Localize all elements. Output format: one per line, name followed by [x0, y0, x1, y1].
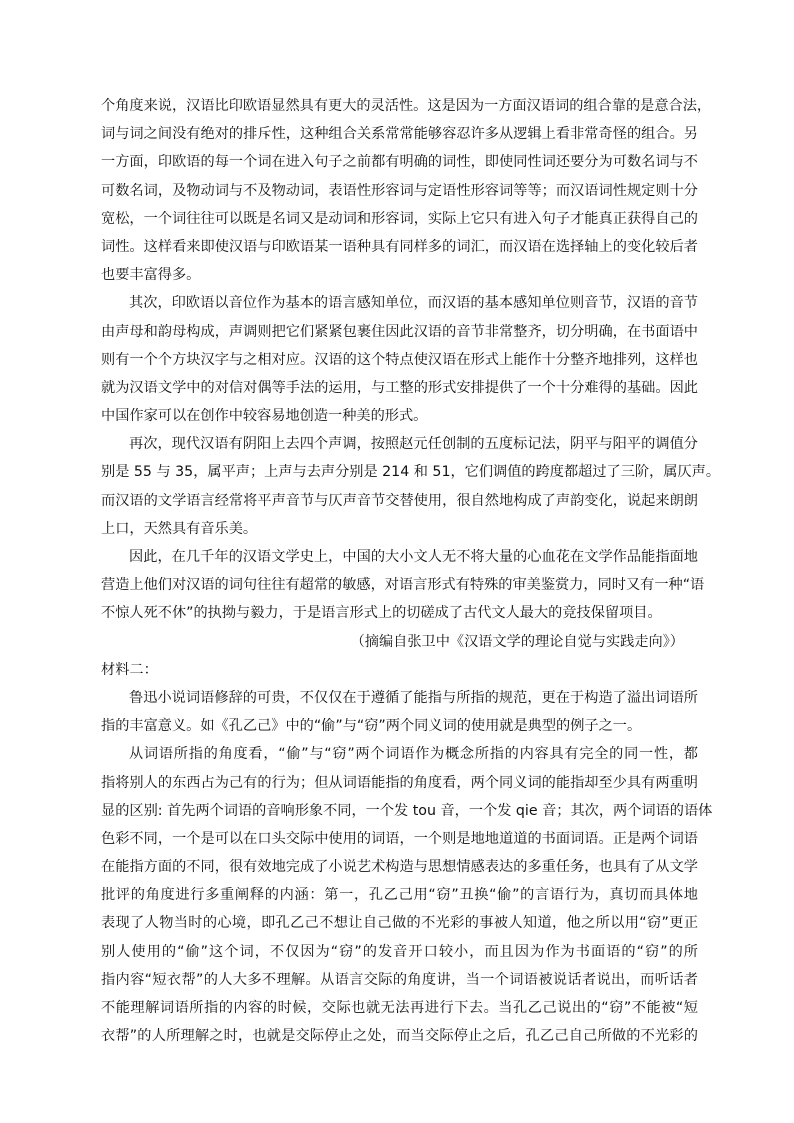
material2-para1 [101, 684, 698, 740]
text-line: 营造上他们对汉语的词句往往有超常的敏感，对语言形式有特殊的审美鉴赏力，同时又有一种“语 [101, 577, 705, 594]
source-citation: （摘编自张卫中《汉语文学的理论自觉与实践走向》） [350, 633, 684, 650]
text-line: 词与词之间没有绝对的排斥性，这种组合关系常常能够容忍许多从逻辑上看非常奇怪的组合。另 [101, 126, 698, 143]
text-line: 一方面，印欧语的每一个词在进入句子之前都有明确的词性，即使同性词还要分为可数名词与不 [101, 154, 698, 171]
material2-heading: 材料二： [101, 661, 158, 678]
text-line: 表现了人物当时的心境，即孔乙己不想让自己做的不光彩的事被人知道，他之所以用“窃”更正 [101, 915, 699, 932]
text-line: 宽松，一个词往往可以既是名词又是动词和形容词，实际上它只有进入句子才能真正获得自己的 [101, 210, 698, 227]
text-line: 也要丰富得多。 [101, 267, 201, 284]
text-line: 从词语所指的角度看，“偷”与“窃”两个词语作为概念所指的内容具有完全的同一性，都 [129, 746, 698, 763]
text-line: 而汉语的文学语言经常将平声音节与仄声音节交替使用，很自然地构成了声韵变化，说起来朗朗 [101, 492, 698, 509]
text-line: 词性。这样看来即使汉语与印欧语某一语种具有同样多的词汇，而汉语在选择轴上的变化较后者 [101, 238, 698, 255]
text-line: 个角度来说，汉语比印欧语显然具有更大的灵活性。这是因为一方面汉语词的组合靠的是意合法， [101, 98, 712, 114]
text-line: 在能指方面的不同，很有效地完成了小说艺术构造与思想情感表达的多重任务，也具有了从文学 [101, 859, 698, 876]
text-line: 可数名词，及物动词与不及物动词，表语性形容词与定语性形容词等等；而汉语词性规定则十分 [101, 182, 698, 199]
text-line: 上口，天然具有音乐美。 [101, 520, 258, 537]
text-line: 显的区别: 首先两个词语的音响形象不同，一个发 tou 音，一个发 qie 音；其次，两个词语的语体 [101, 802, 713, 819]
document-page [101, 92, 721, 1050]
text-line: 衣帮”的人所理解之时，也就是交际停止之处，而当交际停止之后，孔乙己自己所做的不光彩的 [101, 1028, 698, 1045]
text-line: 批评的角度进行多重阐释的内涵：第一，孔乙己用“窃”丑换“偷”的言语行为，真切而具体地 [101, 887, 698, 904]
text-line: 别是 55 与 35，属平声；上声与去声分别是 214 和 51，它们调值的跨度都超过了三阶，属仄声。 [101, 464, 721, 481]
text-line: 不能理解词语所指的内容的时候，交际也就无法再进行下去。当孔乙己说出的“窃”不能被“短 [101, 1000, 698, 1016]
text-line: 不惊人死不休”的执拗与毅力，于是语言形式上的切磋成了古代文人最大的竞技保留项目。 [101, 605, 662, 622]
text-line: 指的丰富意义。如《孔乙己》中的“偷”与“窃”两个同义词的使用就是典型的例子之一。 [101, 718, 642, 735]
text-line: 别人使用的“偷”这个词，不仅因为“窃”的发音开口较小，而且因为作为书面语的“窃”的所 [101, 943, 698, 960]
material2-para2 [101, 740, 713, 1050]
text-line: 其次，印欧语以音位作为基本的语言感知单位，而汉语的基本感知单位则音节，汉语的音节 [129, 295, 698, 312]
text-line: 指内容“短衣帮”的人大多不理解。从语言交际的角度讲，当一个词语被说话者说出，而听话者 [101, 971, 698, 988]
text-line: 因此，在几千年的汉语文学史上，中国的大小文人无不将大量的心血花在文学作品能指面地 [129, 549, 698, 565]
text-line: 就为汉语文学中的对信对偶等手法的运用，与工整的形式安排提供了一个十分难得的基础。因此 [101, 379, 698, 396]
text-line: 由声母和韵母构成，声调则把它们紧紧包裹住因此汉语的音节非常整齐，切分明确，在书面语中 [101, 323, 698, 340]
text-line: 中国作家可以在创作中较容易地创造一种美的形式。 [101, 408, 428, 425]
text-line: 鲁迅小说词语修辞的可贵，不仅仅在于遵循了能指与所指的规范，更在于构造了溢出词语所 [129, 689, 698, 706]
material1-para1 [101, 92, 712, 289]
material1-para4 [101, 543, 705, 628]
text-line: 指将别人的东西占为己有的行为；但从词语能指的角度看，两个同义词的能指却至少具有两重明 [101, 774, 698, 791]
material1-para3 [101, 430, 721, 543]
text-line: 再次，现代汉语有阴阳上去四个声调，按照赵元任创制的五度标记法，阴平与阳平的调值分 [129, 436, 698, 453]
text-line: 则有一个个方块汉字与之相对应。汉语的这个特点使汉语在形式上能作十分整齐地排列，这样也 [101, 351, 698, 368]
material1-para2 [101, 289, 698, 430]
text-line: 色彩不同，一个是可以在口头交际中使用的词语，一个则是地地道道的书面词语。正是两个词语 [101, 830, 698, 847]
